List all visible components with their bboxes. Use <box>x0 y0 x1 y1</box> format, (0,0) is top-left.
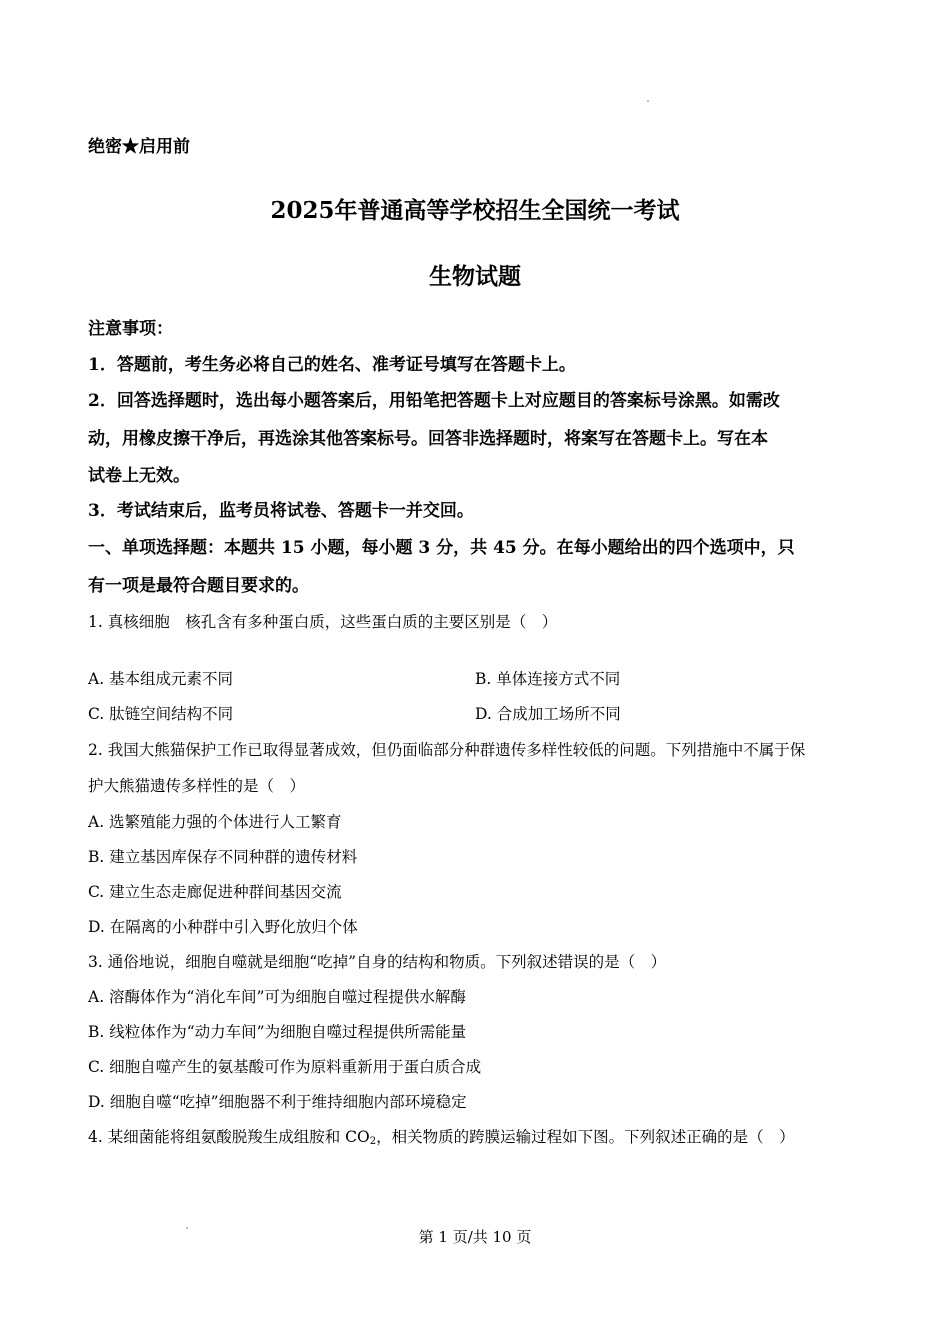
page-number: 第 1 页/共 10 页 <box>418 1228 532 1246</box>
question-4-stem-before: 4. 某细菌能将组氨酸脱羧生成组胺和 CO <box>88 1128 370 1146</box>
notice-heading: 注意事项： <box>88 319 173 339</box>
question-1-option-a: A. 基本组成元素不同 <box>88 670 234 688</box>
notice-item-2-line-2: 动，用橡皮擦干净后，再选涂其他答案标号。回答非选择题时，将案写在答题卡上。写在本 <box>88 429 768 449</box>
notice-item-1: 1．答题前，考生务必将自己的姓名、准考证号填写在答题卡上。 <box>88 355 576 375</box>
notice-item-3: 3．考试结束后，监考员将试卷、答题卡一并交回。 <box>88 501 474 521</box>
exam-title: 2025年普通高等学校招生全国统一考试 <box>270 197 680 224</box>
section-1-heading-line-2: 有一项是最符合题目要求的。 <box>88 576 309 596</box>
question-3-stem: 3. 通俗地说，细胞自噬就是细胞“吃掉”自身的结构和物质。下列叙述错误的是（ ） <box>88 953 667 971</box>
question-4-stem-subscript: 2 <box>369 1136 377 1147</box>
question-1-option-c: C. 肽链空间结构不同 <box>88 705 234 723</box>
confidential-mark: 绝密★启用前 <box>88 137 190 157</box>
question-3-option-b: B. 线粒体作为“动力车间”为细胞自噬过程提供所需能量 <box>88 1023 467 1041</box>
question-4-stem <box>88 1125 795 1147</box>
question-2-stem-line-2: 护大熊猫遗传多样性的是（ ） <box>88 777 306 795</box>
question-4-stem-after: ，相关物质的跨膜运输过程如下图。下列叙述正确的是（ ） <box>376 1128 795 1146</box>
question-2-option-c: C. 建立生态走廊促进种群间基因交流 <box>88 883 342 901</box>
question-1-option-d: D. 合成加工场所不同 <box>475 705 621 723</box>
notice-item-2-line-1: 2．回答选择题时，选出每小题答案后，用铅笔把答题卡上对应题目的答案标号涂黑。如需改 <box>88 391 780 411</box>
section-1-heading-line-1: 一、单项选择题：本题共 15 小题，每小题 3 分，共 45 分。在每小题给出的四个选项中，只 <box>88 538 795 558</box>
question-1-stem: 1. 真核细胞 核孔含有多种蛋白质，这些蛋白质的主要区别是（ ） <box>88 613 558 631</box>
question-2-stem-line-1: 2. 我国大熊猫保护工作已取得显著成效，但仍面临部分种群遗传多样性较低的问题。下列措施中不属于保 <box>88 741 806 759</box>
question-2-option-b: B. 建立基因库保存不同种群的遗传材料 <box>88 848 358 866</box>
question-2-option-d: D. 在隔离的小种群中引入野化放归个体 <box>88 918 358 936</box>
page-speck-top <box>647 100 649 102</box>
question-3-option-a: A. 溶酶体作为“消化车间”可为细胞自噬过程提供水解酶 <box>88 988 466 1006</box>
question-3-option-d: D. 细胞自噬“吃掉”细胞器不利于维持细胞内部环境稳定 <box>88 1093 467 1111</box>
notice-item-2-line-3: 试卷上无效。 <box>88 466 190 486</box>
subject-title: 生物试题 <box>429 263 521 290</box>
question-3-option-c: C. 细胞自噬产生的氨基酸可作为原料重新用于蛋白质合成 <box>88 1058 482 1076</box>
question-2-option-a: A. 选繁殖能力强的个体进行人工繁育 <box>88 813 342 831</box>
question-1-option-b: B. 单体连接方式不同 <box>475 670 621 688</box>
